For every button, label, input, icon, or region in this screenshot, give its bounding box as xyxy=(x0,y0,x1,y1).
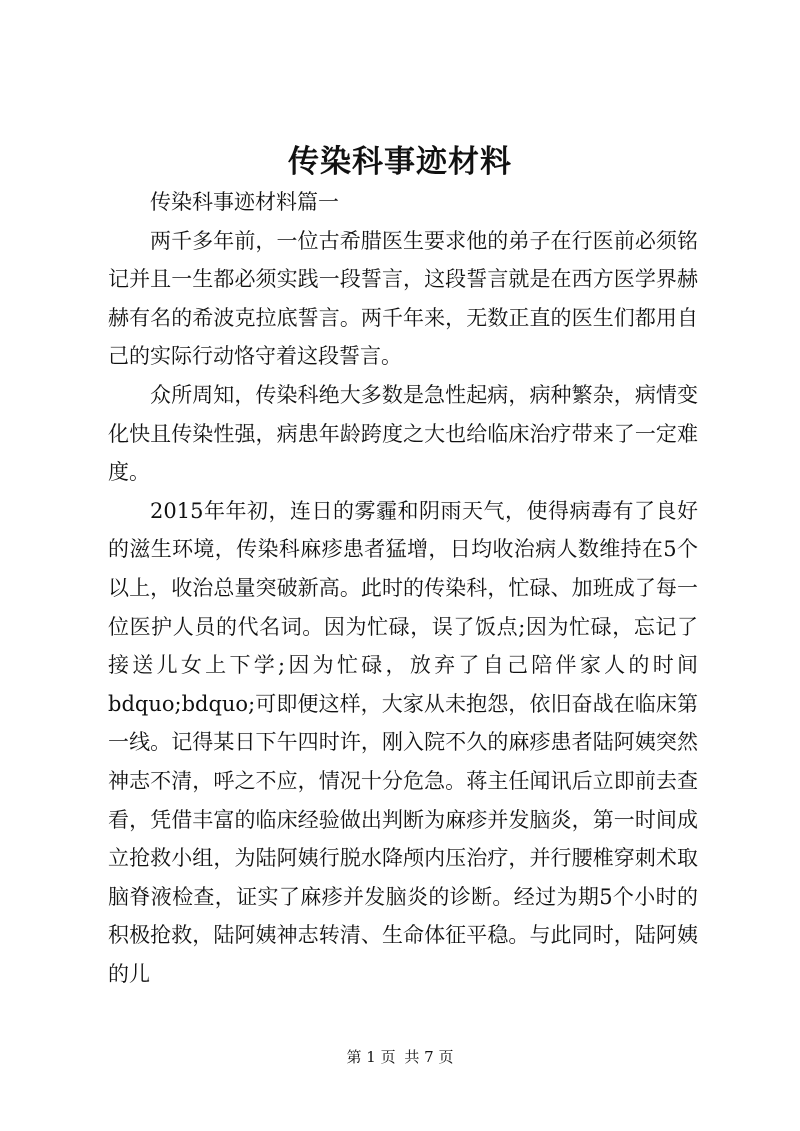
section-subtitle: 传染科事迹材料篇一 xyxy=(150,190,339,214)
page-total: 共 7 页 xyxy=(404,1048,454,1066)
page-footer xyxy=(0,1046,800,1068)
document-body xyxy=(108,183,698,993)
paragraph-3: 2015年年初，连日的雾霾和阴雨天气，使得病毒有了良好的滋生环境，传染科麻疹患者猛增，日均收治病人数维持在5个以上，收治总量突破新高。此时的传染科，忙碌、加班成了每一位医护人员的代名词。因为忙碌，误了饭点;因为忙碌，忘记了接送儿女上下学;因为忙碌，放弃了自己陪伴家人的时间bdquo;bdquo;可即便这样，大家从未抱怨，依旧奋战在临床第一线。记得某日下午四时许，刚入院不久的麻疹患者陆阿姨突然神志不清，呼之不应，情况十分危急。蒋主任闻讯后立即前去查看，凭借丰富的临床经验做出判断为麻疹并发脑炎，第一时间成立抢救小组，为陆阿姨行脱水降颅内压治疗，并行腰椎穿刺术取脑脊液检查，证实了麻疹并发脑炎的诊断。经过为期5个小时的积极抢救，陆阿姨神志转清、生命体征平稳。与此同时，陆阿姨的儿 xyxy=(108,498,698,986)
paragraph-2: 众所周知，传染科绝大多数是急性起病，病种繁杂，病情变化快且传染性强，病患年龄跨度之大也给临床治疗带来了一定难度。 xyxy=(108,382,698,485)
paragraph-1: 两千多年前，一位古希腊医生要求他的弟子在行医前必须铭记并且一生都必须实践一段誓言，这段誓言就是在西方医学界赫赫有名的希波克拉底誓言。两千年来，无数正直的医生们都用自己的实际行动恪守着这段誓言。 xyxy=(108,228,698,369)
page-number: 第 1 页 xyxy=(346,1048,396,1066)
page-title: 传染科事迹材料 xyxy=(288,144,512,180)
